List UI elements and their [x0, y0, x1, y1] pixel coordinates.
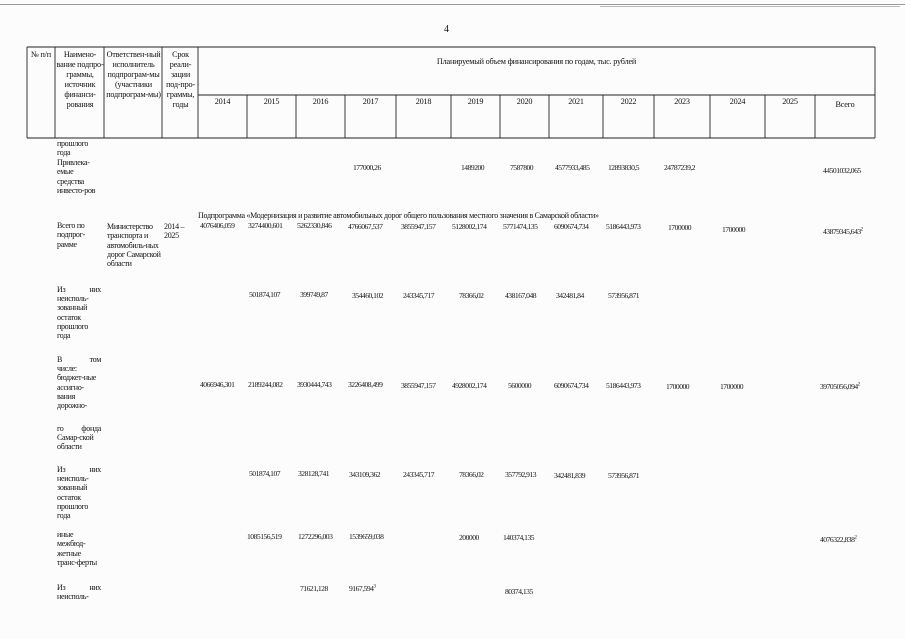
row4-label: числе: бюджет-ные ассигно-вания дорожно- — [57, 364, 97, 411]
row4-total: 39705056,094$^2$ — [820, 382, 860, 391]
year-total: Всего — [835, 100, 855, 109]
row2-label: Всего по подпрог-рамме — [57, 221, 85, 249]
row5-2018: 243345,717 — [403, 470, 435, 479]
row6-2020: 140374,135 — [503, 533, 535, 542]
row6-2017: 1539659,038 — [349, 532, 384, 541]
row4-2014: 4066946,301 — [200, 380, 235, 389]
row4-2024: 1700000 — [720, 382, 744, 391]
row2-term: 2014 – 2025 — [164, 222, 185, 241]
row2-2017: 4766067,537 — [348, 222, 383, 231]
year-2024: 2024 — [729, 97, 746, 106]
row1-2020: 7587800 — [510, 163, 534, 172]
row1-2019: 1489200 — [461, 163, 485, 172]
year-2022: 2022 — [620, 97, 637, 106]
subprogram-title: Подпрограмма «Модернизация и развитие автомобильных дорог общего пользования местного значения в Самарской области» — [198, 211, 599, 220]
year-2015: 2015 — [263, 97, 280, 106]
row3-2017: 354460,102 — [352, 291, 384, 300]
row6-2019: 200000 — [459, 533, 479, 542]
row3-2022: 573956,871 — [608, 291, 640, 300]
year-2023: 2023 — [674, 97, 690, 106]
row4-2016: 3930444,743 — [297, 380, 332, 389]
row5-2019: 78366,02 — [459, 470, 484, 479]
row1-total: 44501032,065 — [823, 166, 861, 175]
row2-2016: 5262330,846 — [297, 221, 332, 230]
row5-2016: 328128,741 — [298, 469, 330, 478]
row5-label-head: Из них — [57, 465, 101, 474]
row3-2021: 342481,84 — [556, 291, 584, 300]
row2-responsible: Министерство транспорта и автомобиль-ных дорог Самарской области — [107, 222, 161, 269]
row2-2014: 4076406,059 — [200, 221, 235, 230]
year-2019: 2019 — [467, 97, 484, 106]
header-name: Наимено-вание подпро-граммы, источник финанси-рования — [56, 50, 104, 109]
page-number: 4 — [444, 24, 449, 35]
year-2021: 2021 — [568, 97, 584, 106]
row4-label2: Самар-ской области — [57, 433, 94, 452]
row1-2022: 12893830,5 — [608, 163, 640, 172]
row2-2024: 1700000 — [722, 225, 746, 234]
row4-2019: 4928002,174 — [452, 381, 487, 390]
row5-2017: 343109,362 — [349, 470, 381, 479]
row4-label-head: В том — [57, 355, 101, 364]
row3-2015: 501874,107 — [249, 290, 281, 299]
row4-2023: 1700000 — [666, 382, 690, 391]
row2-2015: 3274400,601 — [248, 221, 283, 230]
row7-2020: 80374,135 — [505, 587, 533, 596]
header-term: Срок реали-зации под-про-граммы, годы — [166, 50, 195, 109]
row2-2018: 3855947,157 — [401, 222, 436, 231]
year-2014: 2014 — [214, 97, 231, 106]
row6-total: 4076322,838$^2$ — [820, 535, 857, 544]
row5-label: неисполь-зованный остаток прошлого года — [57, 474, 89, 521]
row3-2020: 438167,048 — [505, 291, 537, 300]
row1-label: Привлека-емые средства инвесто-ров — [57, 158, 96, 195]
row5-2021: 342481,839 — [554, 471, 586, 480]
row3-label: неисполь-зованный остаток прошлого года — [57, 294, 89, 341]
row6-2016: 1272296,003 — [298, 532, 333, 541]
row4-2018: 3855947,157 — [401, 381, 436, 390]
row2-2020: 5771474,135 — [503, 222, 538, 231]
row4-2022: 5186443,973 — [606, 381, 641, 390]
row2-2022: 5186443,973 — [606, 222, 641, 231]
row7-2017: 9167,594$^3$ — [349, 584, 376, 593]
row4-2015: 2189244,082 — [248, 380, 283, 389]
row1-2023: 24787239,2 — [664, 163, 696, 172]
row7-label-head: Из них — [57, 583, 101, 592]
year-2017: 2017 — [362, 97, 379, 106]
row1-2021: 4577933,485 — [555, 163, 590, 172]
header-responsible: Ответствен-ный исполнитель подпрограм-мы (участники подпрограм-мы) — [106, 50, 161, 99]
row4-label-c: го фонда — [57, 424, 101, 433]
row2-2023: 1700000 — [668, 223, 692, 232]
row5-2022: 573956,871 — [608, 471, 640, 480]
row5-2015: 501874,107 — [249, 469, 281, 478]
year-2025: 2025 — [782, 97, 798, 106]
row4-2017: 3226408,499 — [348, 380, 383, 389]
row3-label-head: Из них — [57, 285, 101, 294]
row6-label: иные межбюд-жетные транс-ферты — [57, 530, 97, 567]
year-2016: 2016 — [312, 97, 329, 106]
header-plan: Планируемый объем финансирования по годам, тыс. рублей — [436, 57, 637, 66]
row0-label: прошлого года — [57, 139, 89, 158]
row7-label: неисполь- — [57, 592, 89, 601]
header-no: № п/п — [31, 50, 51, 59]
year-2018: 2018 — [415, 97, 432, 106]
row4-2021: 6090674,734 — [554, 381, 589, 390]
row3-2016: 399749,87 — [300, 290, 328, 299]
row2-total: 43879345,643$^2$ — [823, 227, 863, 236]
row7-2016: 71621,128 — [300, 584, 328, 593]
year-2020: 2020 — [516, 97, 533, 106]
row6-2015: 1085156,519 — [247, 532, 282, 541]
row4-2020: 5600000 — [508, 381, 532, 390]
row2-2021: 6090674,734 — [554, 222, 589, 231]
row1-2017: 177000,26 — [353, 163, 381, 172]
row3-2018: 243345,717 — [403, 291, 435, 300]
row3-2019: 78366,02 — [459, 291, 484, 300]
row5-2020: 357792,913 — [505, 470, 537, 479]
row2-2019: 5128002,174 — [452, 222, 487, 231]
